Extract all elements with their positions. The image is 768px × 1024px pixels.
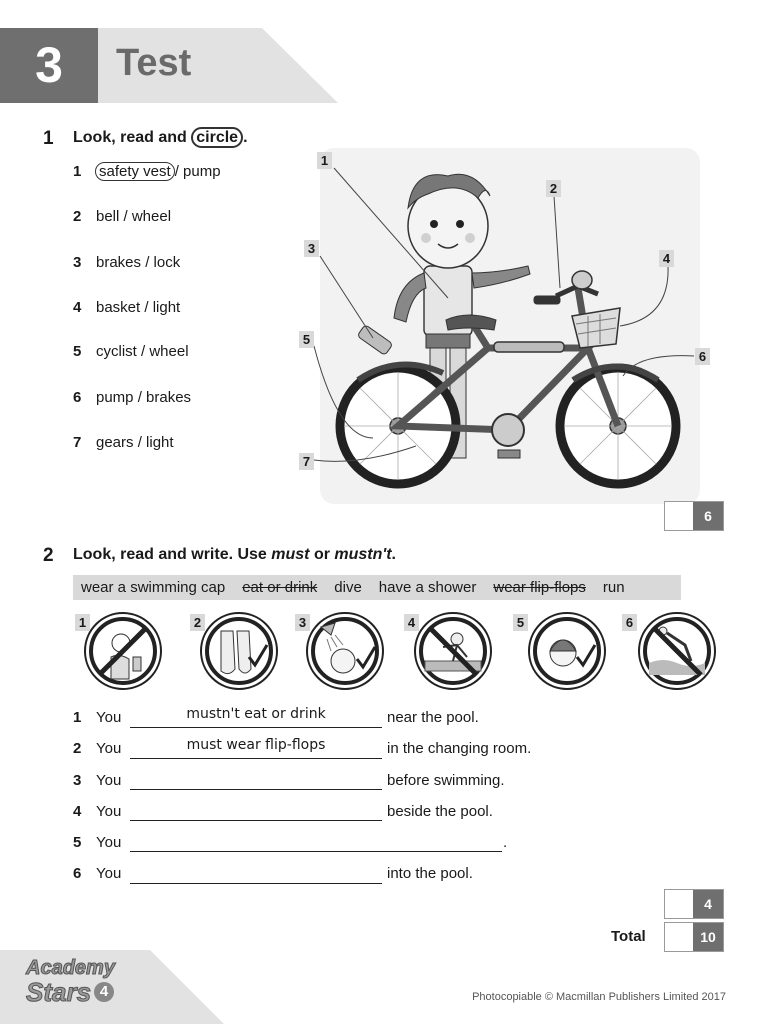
circle-example-word: circle <box>191 127 243 148</box>
answer-line-3[interactable] <box>130 768 382 790</box>
word-bank-item-used: wear flip-flops <box>493 579 586 596</box>
sentence-ending: near the pool. <box>387 709 479 726</box>
flip-flops-sign-icon <box>201 613 277 689</box>
page-title: Test <box>116 42 192 84</box>
sentence-ending: in the changing room. <box>387 740 532 757</box>
word-bank-item-used: eat or drink <box>242 579 318 596</box>
picture-label-3: 3 <box>304 240 319 257</box>
answer-line-2[interactable]: must wear flip-flops <box>130 737 382 759</box>
sign-number: 2 <box>190 614 205 631</box>
word-bank-item: run <box>602 579 625 596</box>
picture-label-6: 6 <box>695 348 710 365</box>
item-number: 1 <box>73 163 82 180</box>
exercise-2-score-box[interactable] <box>664 889 724 919</box>
item-options[interactable]: gears / light <box>96 434 174 451</box>
picture-label-4: 4 <box>659 250 674 267</box>
sentence-ending: beside the pool. <box>387 803 493 820</box>
item-option-other: / pump <box>174 163 221 180</box>
sentence-subject: You <box>96 709 122 726</box>
sentence-subject: You <box>96 772 122 789</box>
instruction-period: . <box>243 129 248 146</box>
picture-label-7: 7 <box>299 453 314 470</box>
exercise-1-instruction <box>73 129 248 147</box>
answer-line-6[interactable] <box>130 862 382 884</box>
logo-level-badge: 4 <box>94 982 114 1002</box>
item-number: 5 <box>73 343 82 360</box>
shower-sign-icon <box>307 613 383 689</box>
item-number: 4 <box>73 299 82 316</box>
answer-line-5[interactable] <box>130 830 502 852</box>
sentence-ending: . <box>503 834 508 851</box>
item-options[interactable]: basket / light <box>96 299 181 316</box>
instruction-or: or <box>309 546 335 563</box>
item-options[interactable]: bell / wheel <box>96 208 172 225</box>
sign-number: 5 <box>513 614 528 631</box>
sentence-number: 5 <box>73 834 82 851</box>
no-eating-sign-icon <box>85 613 161 689</box>
sentence-subject: You <box>96 803 122 820</box>
word-bank-item: have a shower <box>378 579 477 596</box>
word-bank <box>73 575 681 600</box>
item-number: 2 <box>73 208 82 225</box>
swimming-cap-sign-icon <box>529 613 605 689</box>
exercise-1-number: 1 <box>43 128 54 149</box>
picture-label-5: 5 <box>299 331 314 348</box>
sentence-number: 3 <box>73 772 82 789</box>
circled-answer: safety vest <box>95 162 175 181</box>
item-number: 6 <box>73 389 82 406</box>
sentence-number: 1 <box>73 709 82 726</box>
sentence-subject: You <box>96 740 122 757</box>
item-number: 7 <box>73 434 82 451</box>
picture-label-1: 1 <box>317 152 332 169</box>
item-options[interactable]: pump / brakes <box>96 389 192 406</box>
sentence-subject: You <box>96 834 122 851</box>
answer-line-1[interactable]: mustn't eat or drink <box>130 706 382 728</box>
sentence-number: 4 <box>73 803 82 820</box>
academy-stars-logo <box>26 958 166 1018</box>
unit-number-badge: 3 <box>0 28 98 103</box>
sentence-subject: You <box>96 865 122 882</box>
exercise-2-instruction <box>73 546 396 564</box>
instruction-mustnt: mustn't <box>334 546 392 563</box>
instruction-text: Look, read and write. Use <box>73 546 272 563</box>
sign-number: 4 <box>404 614 419 631</box>
copyright-notice: Photocopiable © Macmillan Publishers Limited 2017 <box>472 991 726 1003</box>
boy-with-bicycle-illustration <box>298 148 728 510</box>
item-options <box>95 163 221 180</box>
total-max-score: 10 <box>693 923 723 951</box>
total-score-box[interactable] <box>664 922 724 952</box>
instruction-text: Look, read and <box>73 129 192 146</box>
picture-label-2: 2 <box>546 180 561 197</box>
logo-text-stars: Stars <box>26 977 92 1007</box>
sentence-number: 2 <box>73 740 82 757</box>
exercise-1-max-score: 6 <box>693 502 723 530</box>
instruction-period: . <box>391 546 396 563</box>
sign-number: 6 <box>622 614 637 631</box>
exercise-1-score-box[interactable] <box>664 501 724 531</box>
sign-number: 3 <box>295 614 310 631</box>
exercise-2-max-score: 4 <box>693 890 723 918</box>
sentence-number: 6 <box>73 865 82 882</box>
instruction-must: must <box>271 546 310 563</box>
answer-line-4[interactable] <box>130 799 382 821</box>
item-options[interactable]: cyclist / wheel <box>96 343 189 360</box>
sign-number: 1 <box>75 614 90 631</box>
item-options[interactable]: brakes / lock <box>96 254 181 271</box>
no-running-sign-icon <box>415 613 491 689</box>
total-label: Total <box>611 928 646 945</box>
no-diving-sign-icon <box>639 613 715 689</box>
sentence-ending: before swimming. <box>387 772 505 789</box>
word-bank-item: dive <box>334 579 362 596</box>
logo-text-academy: Academy <box>26 957 115 979</box>
sentence-ending: into the pool. <box>387 865 473 882</box>
item-number: 3 <box>73 254 82 271</box>
word-bank-item: wear a swimming cap <box>81 579 226 596</box>
exercise-2-number: 2 <box>43 545 54 566</box>
